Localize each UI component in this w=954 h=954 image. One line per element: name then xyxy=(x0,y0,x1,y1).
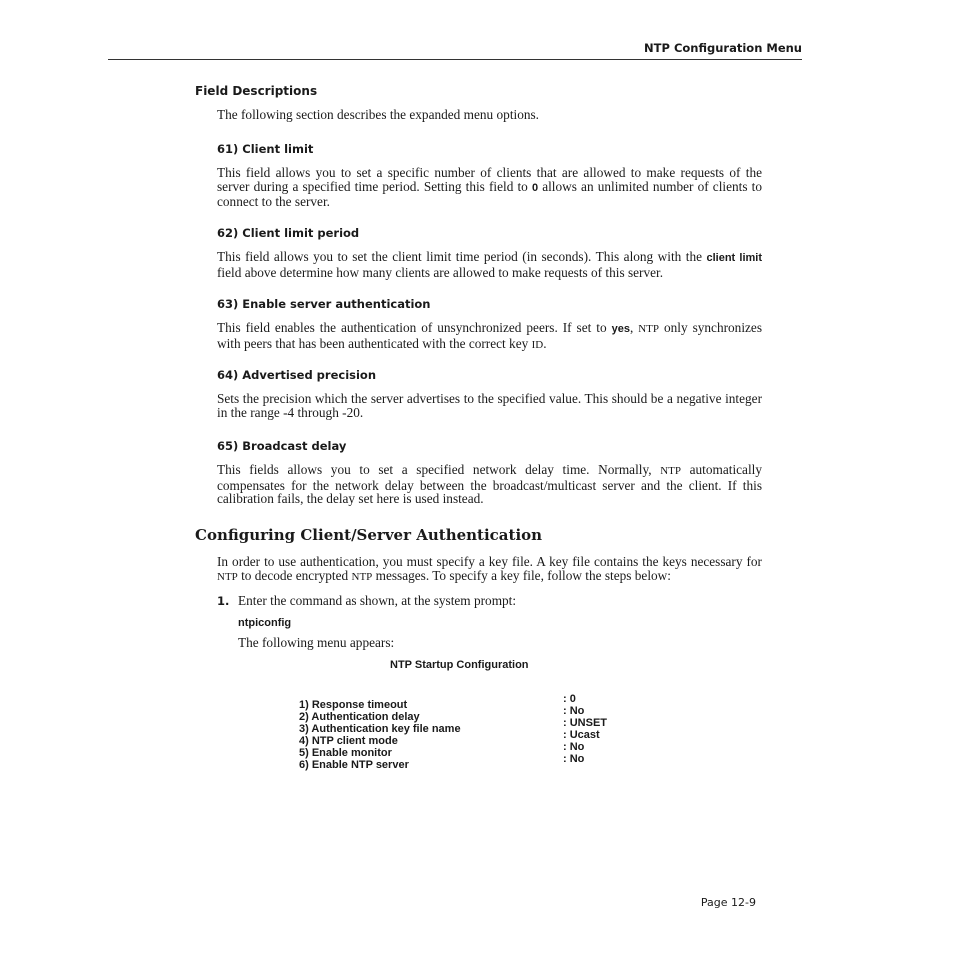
section-heading-auth: Configuring Client/Server Authentication xyxy=(195,526,543,544)
menu-item: 4) NTP client mode : Ucast xyxy=(299,729,600,747)
step-number: 1. xyxy=(217,594,230,608)
field-desc-client-limit: This field allows you to set a specific number of clients that are allowed to make requests of the server during a specified time period. Setting this field to 0 allows an unlimited number of clients to connect to the server. xyxy=(217,165,762,209)
running-header: NTP Configuration Menu xyxy=(644,41,802,55)
code-yes: yes xyxy=(611,323,630,335)
field-title-broadcast-delay: 65) Broadcast delay xyxy=(217,439,347,453)
section-heading-field-descriptions: Field Descriptions xyxy=(195,84,318,98)
auth-intro: In order to use authentication, you must specify a key file. A key file contains the keys necessary for NTP to decode encrypted NTP messages. To specify a key file, follow the steps below: xyxy=(217,554,762,583)
section-intro: The following section describes the expanded menu options. xyxy=(217,107,540,122)
field-title-advertised-precision: 64) Advertised precision xyxy=(217,368,377,382)
code-zero: 0 xyxy=(531,181,539,194)
field-title-client-limit: 61) Client limit xyxy=(217,142,314,156)
field-desc-advertised-precision: Sets the precision which the server advertises to the specified value. This should be a negative integer in the range -4 through -20. xyxy=(217,391,762,420)
code-client-limit: client limit xyxy=(706,252,762,264)
menu-intro: The following menu appears: xyxy=(238,635,395,650)
menu-item: 2) Authentication delay : No xyxy=(299,705,585,723)
field-title-enable-server-auth: 63) Enable server authentication xyxy=(217,297,431,311)
command-ntpiconfig: ntpiconfig xyxy=(238,617,292,629)
menu-item: 5) Enable monitor : No xyxy=(299,741,585,759)
menu-item: 6) Enable NTP server : No xyxy=(299,753,585,771)
field-title-client-limit-period: 62) Client limit period xyxy=(217,226,360,240)
menu-list xyxy=(299,693,607,771)
step-text: Enter the command as shown, at the system prompt: xyxy=(238,593,517,608)
menu-item: 1) Response timeout : 0 xyxy=(299,693,576,711)
field-desc-broadcast-delay: This fields allows you to set a specified network delay time. Normally, NTP automatically compensates for the network delay between the broadcast/multicast server and the client. If this calibration fails, the delay set here is used instead. xyxy=(217,462,762,506)
menu-item: 3) Authentication key file name : UNSET xyxy=(299,717,607,735)
field-desc-client-limit-period: This field allows you to set the client limit time period (in seconds). This along with the client limit field above determine how many clients are allowed to make requests of this server. xyxy=(217,249,762,280)
menu-title: NTP Startup Configuration xyxy=(390,659,529,671)
header-rule xyxy=(108,59,802,60)
page-number: Page 12-9 xyxy=(700,896,756,909)
field-desc-enable-server-auth: This field enables the authentication of unsynchronized peers. If set to yes, NTP only synchronizes with peers that has been authenticated with the correct key ID. xyxy=(217,320,762,351)
